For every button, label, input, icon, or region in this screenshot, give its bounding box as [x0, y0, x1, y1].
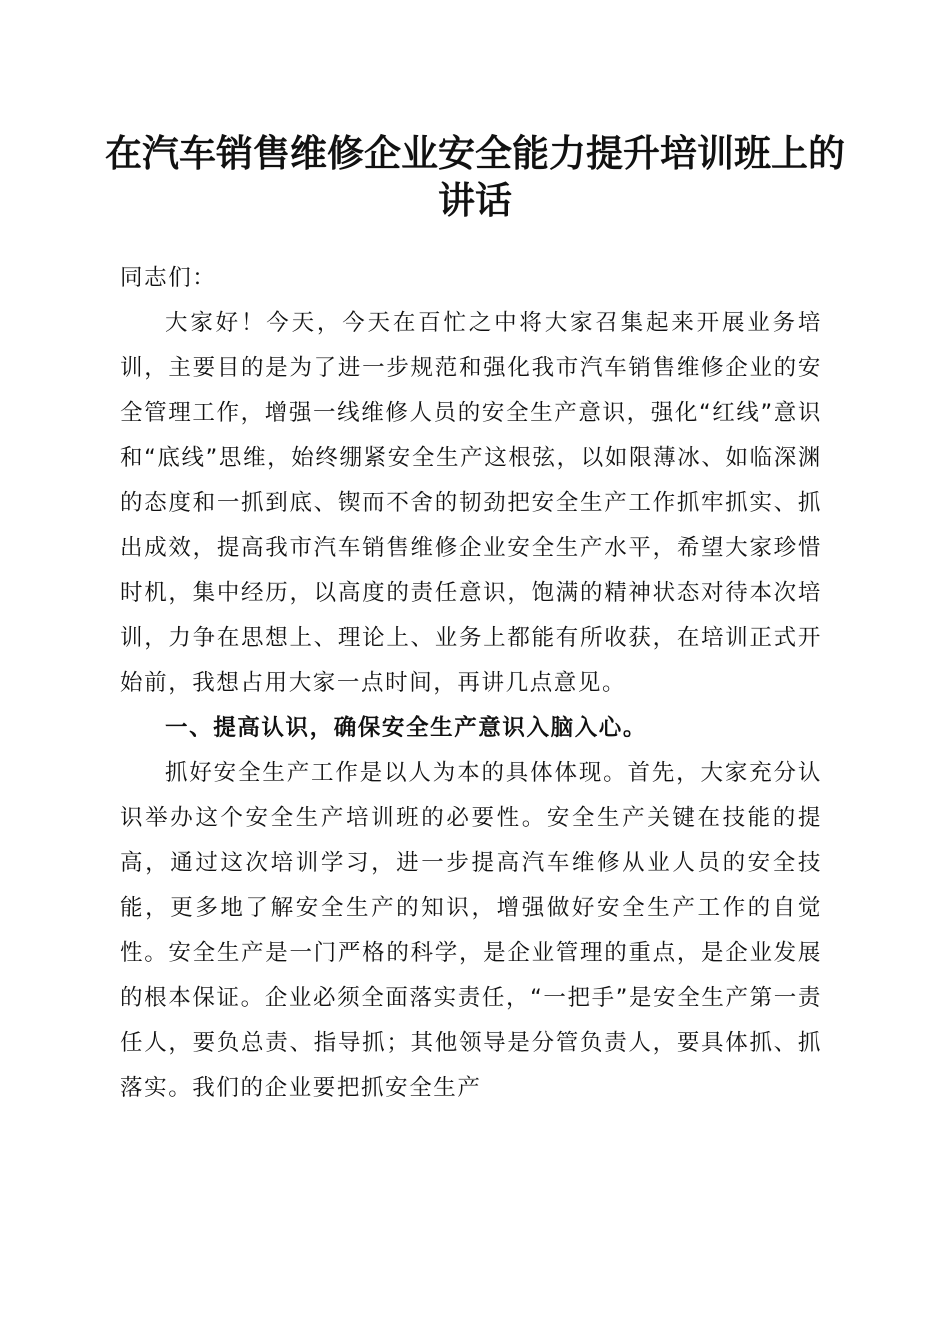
opening-paragraph: 大家好！今天，今天在百忙之中将大家召集起来开展业务培训，主要目的是为了进一步规范和强化我市汽车销售维修企业的安全管理工作，增强一线维修人员的安全生产意识，强化“红线”意识和“底线”思维，始终绷紧安全生产这根弦，以如限薄冰、如临深渊的态度和一抓到底、锲而不舍的韧劲把安全生产工作抓牢抓实、抓出成效，提高我市汽车销售维修企业安全生产水平，希望大家珍惜时机，集中经历，以高度的责任意识，饱满的精神状态对待本次培训，力争在思想上、理论上、业务上都能有所收获，在培训正式开始前，我想占用大家一点时间，再讲几点意见。: [120, 310, 822, 696]
document-title: 在汽车销售维修企业安全能力提升培训班上的讲话: [105, 131, 845, 222]
document-body: [120, 256, 822, 1111]
section-paragraph-1: 抓好安全生产工作是以人为本的具体体现。首先，大家充分认识举办这个安全生产培训班的必要性。安全生产关键在技能的提高，通过这次培训学习，进一步提高汽车维修从业人员的安全技能，更多地了解安全生产的知识，增强做好安全生产工作的自觉性。安全生产是一门严格的科学，是企业管理的重点，是企业发展的根本保证。企业必须全面落实责任，“一把手”是安全生产第一责任人，要负总责、指导抓；其他领导是分管负责人，要具体抓、抓落实。我们的企业要把抓安全生产: [120, 760, 822, 1101]
section-heading-1: 一、提高认识，确保安全生产意识入脑入心。: [165, 715, 648, 741]
salutation: 同志们：: [120, 265, 217, 291]
